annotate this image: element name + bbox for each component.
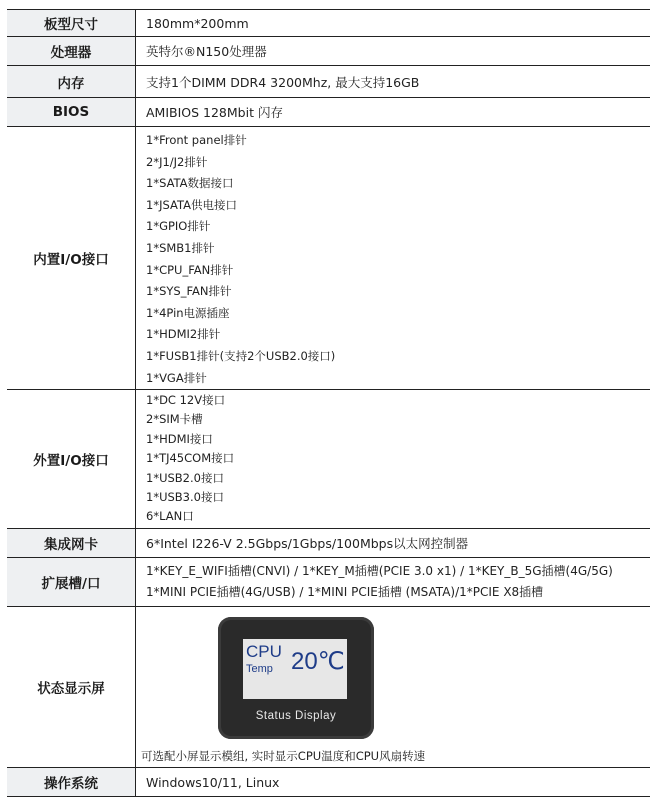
value-memory: 支持1个DIMM DDR4 3200Mhz, 最大支持16GB bbox=[146, 74, 420, 90]
spec-table bbox=[7, 9, 650, 797]
list-item: 1*SYS_FAN排针 bbox=[146, 284, 232, 299]
row-bios bbox=[7, 98, 650, 127]
list-item: 1*SATA数据接口 bbox=[146, 176, 234, 191]
screen-cpu-label: CPU bbox=[246, 642, 282, 661]
list-item: 1*USB3.0接口 bbox=[146, 489, 224, 504]
screen-temp-label: Temp bbox=[246, 663, 273, 675]
list-item: 1*HDMI2排针 bbox=[146, 327, 221, 342]
row-processor bbox=[7, 37, 650, 66]
list-item: 1*HDMI接口 bbox=[146, 431, 213, 446]
row-internal-io bbox=[7, 127, 650, 390]
list-item: 1*Front panel排针 bbox=[146, 133, 247, 147]
list-item: 2*SIM卡槽 bbox=[146, 412, 203, 427]
label-bios: BIOS bbox=[7, 98, 136, 126]
value-expansion bbox=[136, 558, 650, 606]
row-status-display bbox=[7, 607, 650, 768]
row-board-size bbox=[7, 10, 650, 37]
list-item: 1*TJ45COM接口 bbox=[146, 451, 235, 466]
value-board-size: 180mm*200mm bbox=[146, 15, 249, 31]
status-display-figure bbox=[136, 607, 650, 767]
value-os: Windows10/11, Linux bbox=[146, 774, 280, 790]
list-item: 1*USB2.0接口 bbox=[146, 470, 224, 485]
list-item: 1*FUSB1排针(支持2个USB2.0接口) bbox=[146, 348, 336, 363]
list-item: 1*JSATA供电接口 bbox=[146, 197, 237, 212]
row-external-io bbox=[7, 390, 650, 529]
status-display-footer: Status Display bbox=[255, 710, 337, 722]
row-memory bbox=[7, 66, 650, 98]
row-network bbox=[7, 529, 650, 558]
value-processor: 英特尔®N150处理器 bbox=[146, 44, 267, 59]
list-item: 1*SMB1排针 bbox=[146, 240, 215, 255]
list-item: 6*LAN口 bbox=[146, 509, 194, 524]
status-display-screen bbox=[243, 639, 347, 699]
expansion-line: 1*MINI PCIE插槽(4G/USB) / 1*MINI PCIE插槽 (MSATA)/1*PCIE X8插槽 bbox=[146, 585, 544, 599]
list-item: 2*J1/J2排针 bbox=[146, 154, 208, 169]
label-expansion: 扩展槽/口 bbox=[7, 558, 136, 606]
value-internal-io bbox=[136, 127, 650, 389]
screen-temp-value: 20℃ bbox=[291, 648, 345, 675]
row-os bbox=[7, 768, 650, 797]
label-network: 集成网卡 bbox=[7, 529, 136, 557]
label-processor: 处理器 bbox=[7, 37, 136, 65]
value-network: 6*Intel I226-V 2.5Gbps/1Gbps/100Mbps以太网控制器 bbox=[146, 536, 469, 551]
label-board-size: 板型尺寸 bbox=[7, 10, 136, 36]
label-external-io: 外置I/O接口 bbox=[7, 390, 136, 528]
list-item: 1*4Pin电源插座 bbox=[146, 305, 230, 320]
label-status-display: 状态显示屏 bbox=[7, 607, 136, 767]
value-status-display bbox=[136, 607, 650, 767]
expansion-line: 1*KEY_E_WIFI插槽(CNVI) / 1*KEY_M插槽(PCIE 3.0 x1) / 1*KEY_B_5G插槽(4G/5G) bbox=[146, 564, 613, 578]
list-item: 1*GPIO排针 bbox=[146, 219, 211, 234]
row-expansion bbox=[7, 558, 650, 607]
label-os: 操作系统 bbox=[7, 768, 136, 796]
label-memory: 内存 bbox=[7, 66, 136, 97]
status-display-caption: 可选配小屏显示模组, 实时显示CPU温度和CPU风扇转速 bbox=[141, 749, 426, 763]
value-external-io bbox=[136, 390, 650, 528]
status-display-device bbox=[218, 617, 374, 739]
list-item: 1*DC 12V接口 bbox=[146, 393, 226, 407]
list-item: 1*CPU_FAN排针 bbox=[146, 262, 234, 277]
label-internal-io: 内置I/O接口 bbox=[7, 127, 136, 389]
list-item: 1*VGA排针 bbox=[146, 370, 207, 385]
value-bios: AMIBIOS 128Mbit 闪存 bbox=[146, 105, 283, 120]
